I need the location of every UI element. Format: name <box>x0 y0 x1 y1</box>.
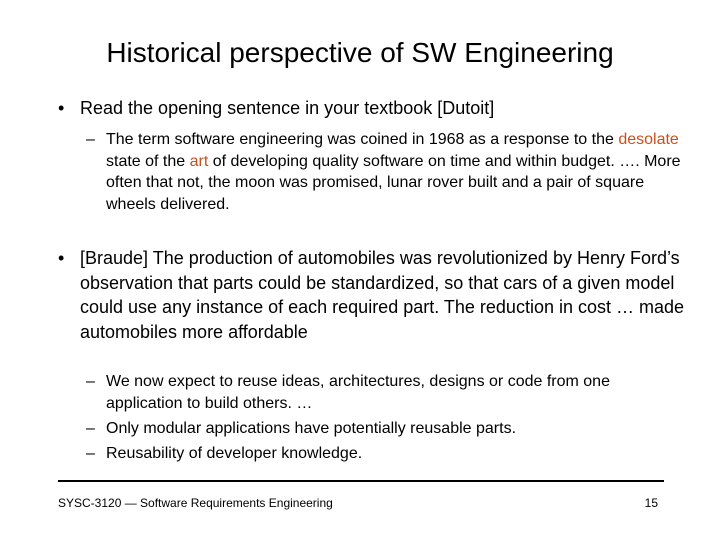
sub-text: Only modular applications have potentially reusable parts. <box>106 420 517 437</box>
bullet-icon: • <box>58 248 65 268</box>
highlight-desolate: desolate <box>618 131 679 148</box>
bullet-braude <box>58 246 700 344</box>
sub-text: We now expect to reuse ideas, architectures, designs or code from one application to build others. … <box>106 373 610 412</box>
sub-bullet-term-coined <box>86 129 686 215</box>
sub-bullet-developer-knowledge <box>86 443 686 465</box>
dash-icon: – <box>86 420 95 437</box>
dash-icon: – <box>86 373 95 390</box>
sub-text-part: of developing quality software on time and within budget. …. More often that not, the moon was promised, lunar rover built and a pair of square wheels delivered. <box>106 152 681 213</box>
footer-course: SYSC-3120 — Software Requirements Engineering <box>58 496 333 510</box>
sub-bullet-modular <box>86 418 686 440</box>
page-number: 15 <box>644 496 658 510</box>
slide-title: Historical perspective of SW Engineering <box>106 37 614 68</box>
highlight-art: art <box>189 152 209 170</box>
sub-text: Reusability of developer knowledge. <box>106 445 363 462</box>
bullet-text: [Braude] The production of automobiles was revolutionized by Henry Ford’s observation that parts could be standardized, so that cars of a given model could use any instance of each required part. The reduction in cost … made automobiles more affordable <box>80 248 685 342</box>
sub-text-part: state of the <box>106 152 190 170</box>
footer-divider <box>58 480 664 482</box>
sub-bullet-reuse-ideas <box>86 371 686 414</box>
dash-icon: – <box>86 445 95 462</box>
bullet-icon: • <box>58 98 65 118</box>
bullet-dutoit <box>58 96 700 121</box>
sub-text-part: The term software engineering was coined in 1968 as a response to the <box>106 131 619 148</box>
dash-icon: – <box>86 131 95 148</box>
bullet-text: Read the opening sentence in your textbook [Dutoit] <box>80 98 495 118</box>
